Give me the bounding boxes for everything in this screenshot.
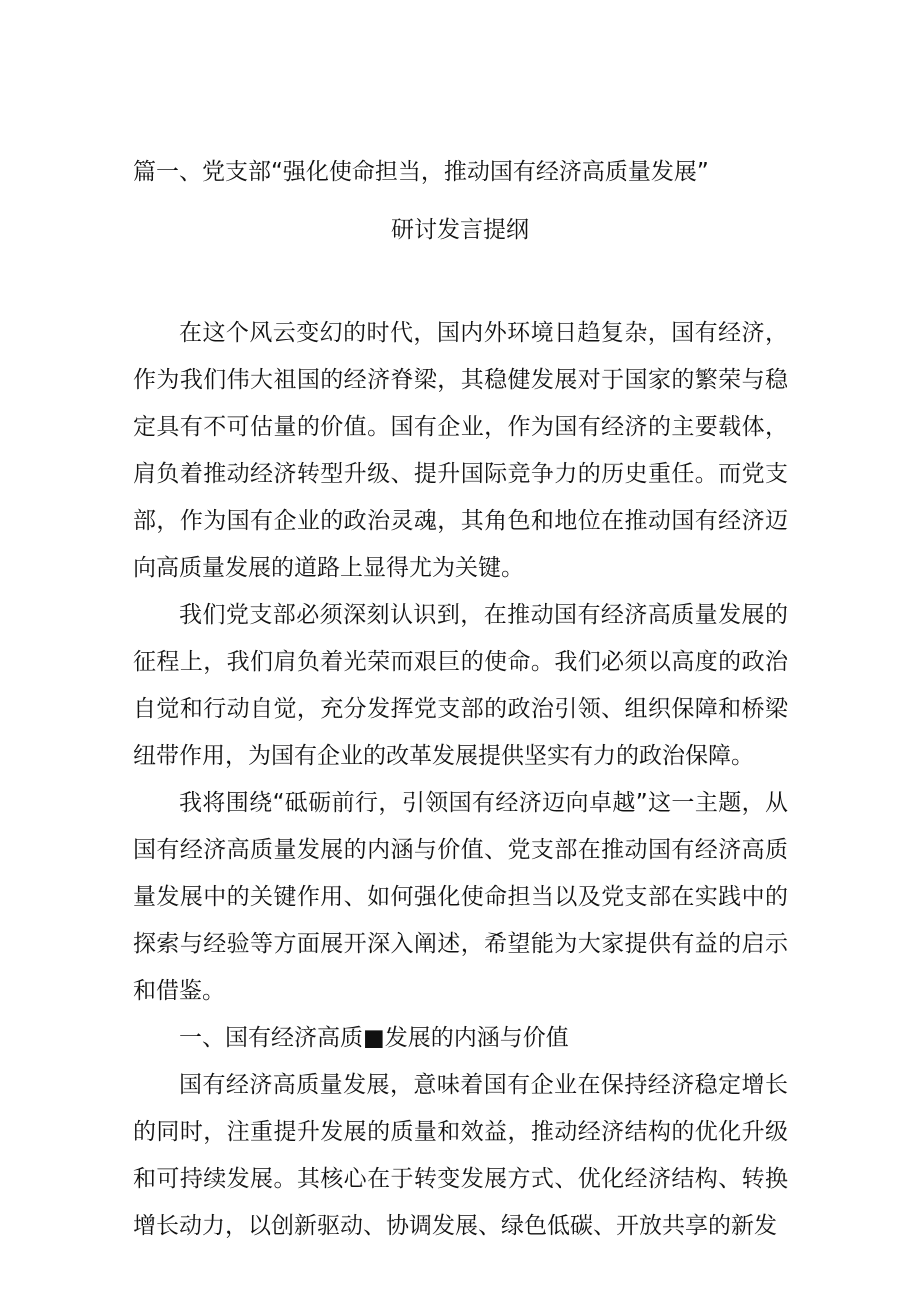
- section-heading-1: 一、国有经济高质■发展的内涵与价值: [179, 1025, 569, 1051]
- document-body: [133, 310, 788, 1250]
- document-title: 篇一、党支部“强化使命担当，推动国有经济高质量发展”: [133, 159, 709, 185]
- paragraph-section-1: 国有经济高质量发展，意味着国有企业在保持经济稳定增长的同时，注重提升发展的质量和效益，推动经济结构的优化升级和可持续发展。其核心在于转变发展方式、优化经济结构、转换增长动力，以创新驱动、协调发展、绿色低碳、开放共享的新发: [133, 1072, 788, 1239]
- paragraph-theme: 我将围绕“砥砺前行，引领国有经济迈向卓越”这一主题，从国有经济高质量发展的内涵与价值、党支部在推动国有经济高质量发展中的关键作用、如何强化使命担当以及党支部在实践中的探索与经验等方面展开深入阐述，希望能为大家提供有益的启示和借鉴。: [133, 790, 788, 1004]
- paragraph-mission: 我们党支部必须深刻认识到，在推动国有经济高质量发展的征程上，我们肩负着光荣而艰巨的使命。我们必须以高度的政治自觉和行动自觉，充分发挥党支部的政治引领、组织保障和桥梁纽带作用，为国有企业的改革发展提供坚实有力的政治保障。: [133, 602, 788, 769]
- document-subtitle: 研讨发言提纲: [391, 217, 529, 243]
- paragraph-intro: 在这个风云变幻的时代，国内外环境日趋复杂，国有经济，作为我们伟大祖国的经济脊梁，其稳健发展对于国家的繁荣与稳定具有不可估量的价值。国有企业，作为国有经济的主要载体，肩负着推动经济转型升级、提升国际竞争力的历史重任。而党支部，作为国有企业的政治灵魂，其角色和地位在推动国有经济迈向高质量发展的道路上显得尤为关键。: [133, 320, 788, 581]
